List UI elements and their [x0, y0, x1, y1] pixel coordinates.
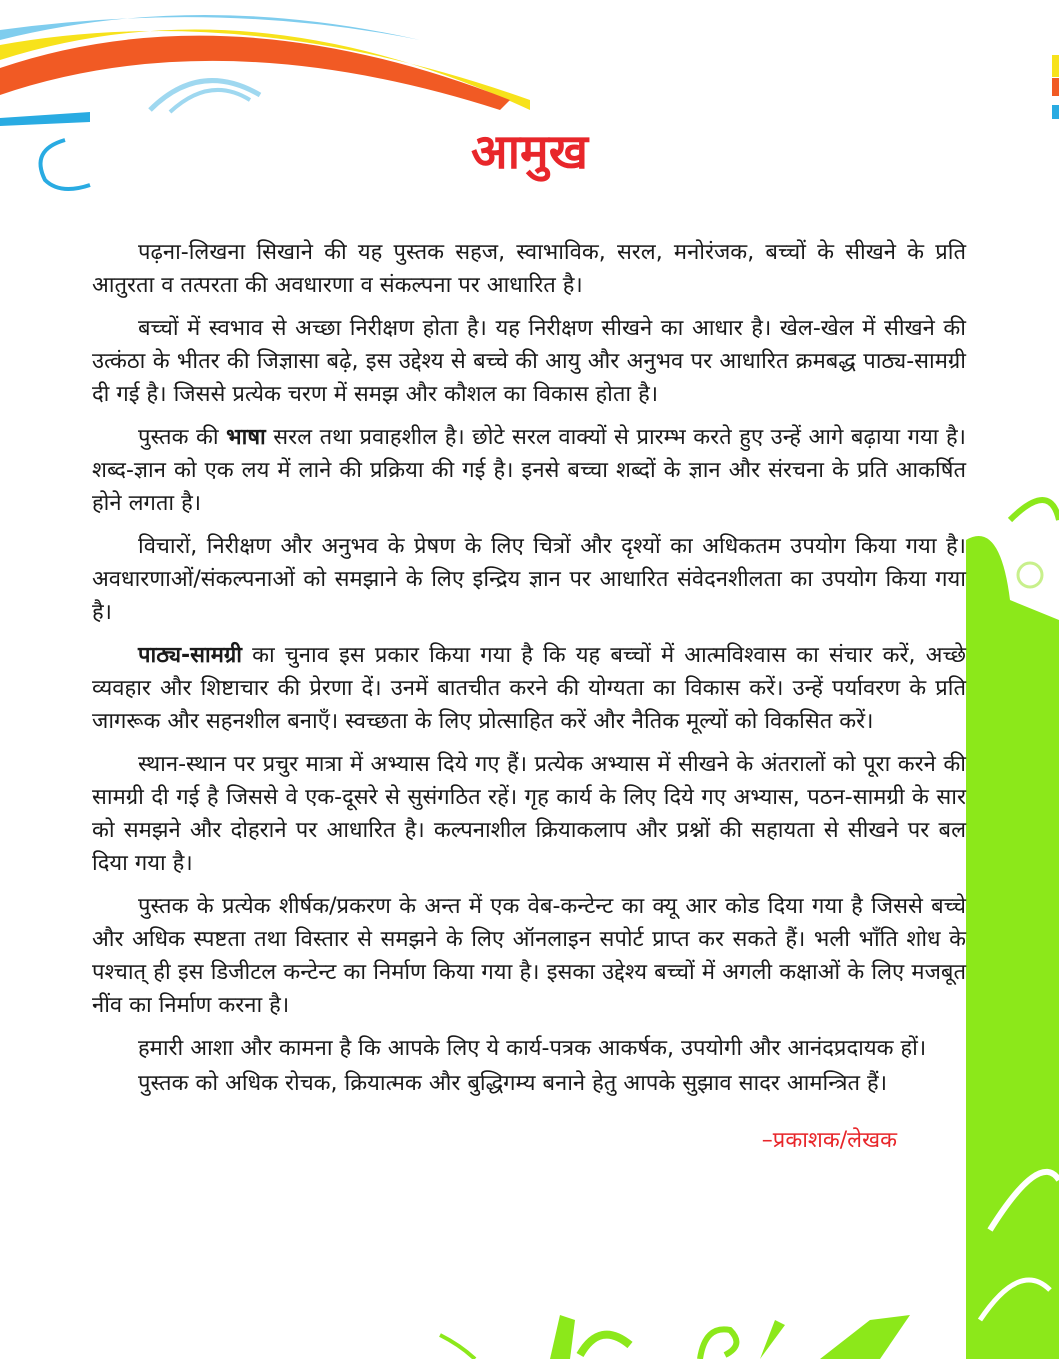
text-run: पुस्तक की — [138, 425, 227, 450]
right-green-band — [966, 500, 1059, 1359]
text-run: का चुनाव इस प्रकार किया गया है कि यह बच्चों में आत्मविश्वास का संचार करें, अच्छे व्यवहार और शिष्टाचार की प्रेरणा दें। उनमें बातचीत करने की योग्यता का विकास करें। उन्हें पर्यावरण के प्रति जागरूक और सहनशील बनाएँ। स्वच्छता के लिए प्रोत्साहित करें और नैतिक मूल्यों को विकसित करें। — [92, 643, 966, 734]
paragraph: पढ़ना-लिखना सिखाने की यह पुस्तक सहज, स्वाभाविक, सरल, मनोरंजक, बच्चों के सीखने के प्रति आतुरता व तत्परता की अवधारणा व संकल्पना पर आधारित है। — [92, 240, 966, 298]
paragraph: बच्चों में स्वभाव से अच्छा निरीक्षण होता है। यह निरीक्षण सीखने का आधार है। खेल-खेल में सीखने की उत्कंठा के भीतर की जिज्ञासा बढ़े, इस उद्देश्य से बच्चे की आयु और अनुभव पर आधारित क्रमबद्ध पाठ्य-सामग्री दी गई है। जिससे प्रत्येक चरण में समझ और कौशल का विकास होता है। — [92, 316, 966, 407]
signature: –प्रकाशक/लेखक — [761, 1128, 897, 1153]
bottom-green-swirls — [440, 1315, 910, 1359]
bold-term: पाठ्य-सामग्री — [138, 643, 242, 668]
paragraph: पुस्तक के प्रत्येक शीर्षक/प्रकरण के अन्त में एक वेब-कन्टेन्ट का क्यू आर कोड दिया गया है जिससे बच्चे और अधिक स्पष्टता तथा विस्तार से समझने के लिए ऑनलाइन सपोर्ट प्राप्त कर सकते हैं। भली भाँति शोध के पश्चात् ही इस डिजीटल कन्टेन्ट का निर्माण किया गया है। इसका उद्देश्य बच्चों में अगली कक्षाओं के लिए मजबूत नींव का निर्माण करना है। — [92, 894, 966, 1018]
paragraph — [92, 421, 966, 520]
page-title: आमुख — [470, 124, 589, 180]
paragraph: विचारों, निरीक्षण और अनुभव के प्रेषण के लिए चित्रों और दृश्यों का अधिकतम उपयोग किया गया है। अवधारणाओं/संकल्पनाओं को समझाने के लिए इन्द्रिय ज्ञान पर आधारित संवेदनशीलता का उपयोग किया गया है। — [92, 534, 966, 625]
paragraph: स्थान-स्थान पर प्रचुर मात्रा में अभ्यास दिये गए हैं। प्रत्येक अभ्यास में सीखने के अंतरालों को पूरा करने की सामग्री दी गई है जिससे वे एक-दूसरे से सुसंगठित रहें। गृह कार्य के लिए दिये गए अभ्यास, पठन-सामग्री के सार को समझने और दोहराने पर आधारित है। कल्पनाशील क्रियाकलाप और प्रश्नों की सहायता से सीखने पर बल दिया गया है। — [92, 752, 966, 876]
bold-term: भाषा — [226, 425, 266, 450]
paragraph: हमारी आशा और कामना है कि आपके लिए ये कार्य-पत्रक आकर्षक, उपयोगी और आनंदप्रदायक हों। — [138, 1036, 927, 1061]
text-run: सरल तथा प्रवाहशील है। छोटे सरल वाक्यों से प्रारम्भ करते हुए उन्हें आगे बढ़ाया गया है। शब्द-ज्ञान को एक लय में लाने की प्रक्रिया की गई है। इनसे बच्चा शब्दों के ज्ञान और संरचना के प्रति आकर्षित होने लगता है। — [92, 425, 966, 516]
paragraph — [92, 639, 966, 738]
foreword-body — [92, 236, 966, 1102]
top-right-marks — [1052, 55, 1059, 119]
paragraph: पुस्तक को अधिक रोचक, क्रियात्मक और बुद्धिगम्य बनाने हेतु आपके सुझाव सादर आमन्त्रित हैं। — [138, 1071, 888, 1096]
